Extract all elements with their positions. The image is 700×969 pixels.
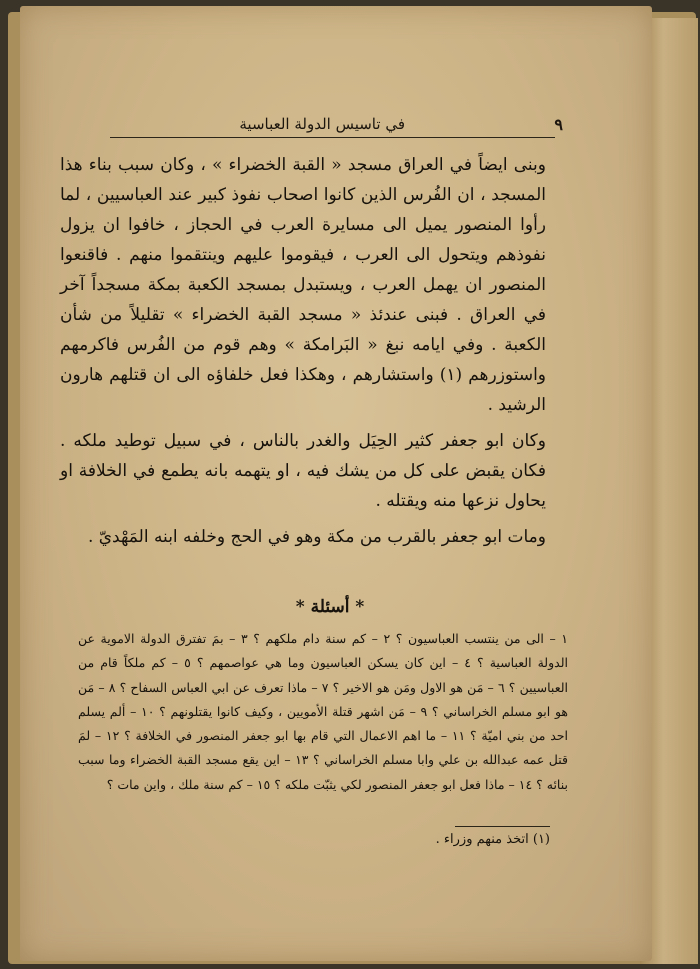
main-text <box>60 150 570 558</box>
questions-heading: * أسئلة * <box>295 597 365 617</box>
running-title: في تاسيس الدولة العباسية <box>239 115 405 133</box>
paragraph-1: وبنى ايضاً في العراق مسجد « القبة الخضراء » ، وكان سبب بناء هذا المسجد ، ان الفُرس الذين كانوا اصحاب نفوذ كبير عند العباسيين ، لما رأوا المنصور يميل الى مسايرة العرب في الحجاز ، خافوا ان يزول نفوذهم ويتحول الى العرب ، فيقوموا عليهم وينتقموا منهم . فاقنعوا المنصور ان يهمل العرب ، ويستبدل بمسجد الكعبة بمكة مسجداً آخر في العراق . فبنى عندئذ « مسجد القبة الخضراء » تقليلاً من شأن الكعبة . وفي ايامه نبغ « البَرامكة » وهم قوم من الفُرس فاكرمهم واستوزرهم (١) واستشارهم ، وهكذا فعل خلفاؤه الى ان قتلهم هارون الرشيد . <box>60 155 547 415</box>
footnote-divider <box>455 826 550 827</box>
paragraph-3: ومات ابو جعفر بالقرب من مكة وهو في الحج وخلفه ابنه المَهْديّ . <box>87 527 546 547</box>
page-number: ٩ <box>554 115 563 134</box>
footnote: (١) اتخذ منهم وزراء . <box>435 832 550 847</box>
questions-list: ١ – الى من ينتسب العباسيون ؟ ٢ – كم سنة دام ملكهم ؟ ٣ – بمَ تفترق الدولة الاموية عن الدولة العباسية ؟ ٤ – اين كان يسكن العباسيون وما هي عواصمهم ؟ ٥ – كم ملكاً قام من العباسيين ؟ ٦ – مَن هو الاول ومَن هو الاخير ؟ ٧ – ماذا تعرف عن ابي العباس السفاح ؟ ٨ – مَن هو ابو مسلم الخراساني ؟ ٩ – مَن اشهر قتلة الأمويين ، وكيف كانوا يقتلونهم ؟ ١٠ – ألم يسلم احد من بني اميّة ؟ ١١ – ما اهم الاعمال التي قام بها ابو جعفر المنصور في الخلافة ؟ ١٢ – لمَ قتل عمه عبدالله بن علي وابا مسلم الخراساني ؟ ١٣ – اين يقع مسجد القبة الخضراء وما سبب بنائه ؟ ١٤ – ماذا فعل ابو جعفر المنصور لكي يثبّت ملكه ؟ ١٥ – كم سنة ملك ، واين مات ؟ <box>78 631 569 792</box>
page-header <box>110 113 563 138</box>
paragraph-2: وكان ابو جعفر كثير الحِيَل والغدر بالناس ، في سبيل توطيد ملكه . فكان يقبض على كل من يشك فيه ، او يتهمه بانه يطمع في الخلافة او يحاول نزعها منه ويقتله . <box>60 431 546 511</box>
